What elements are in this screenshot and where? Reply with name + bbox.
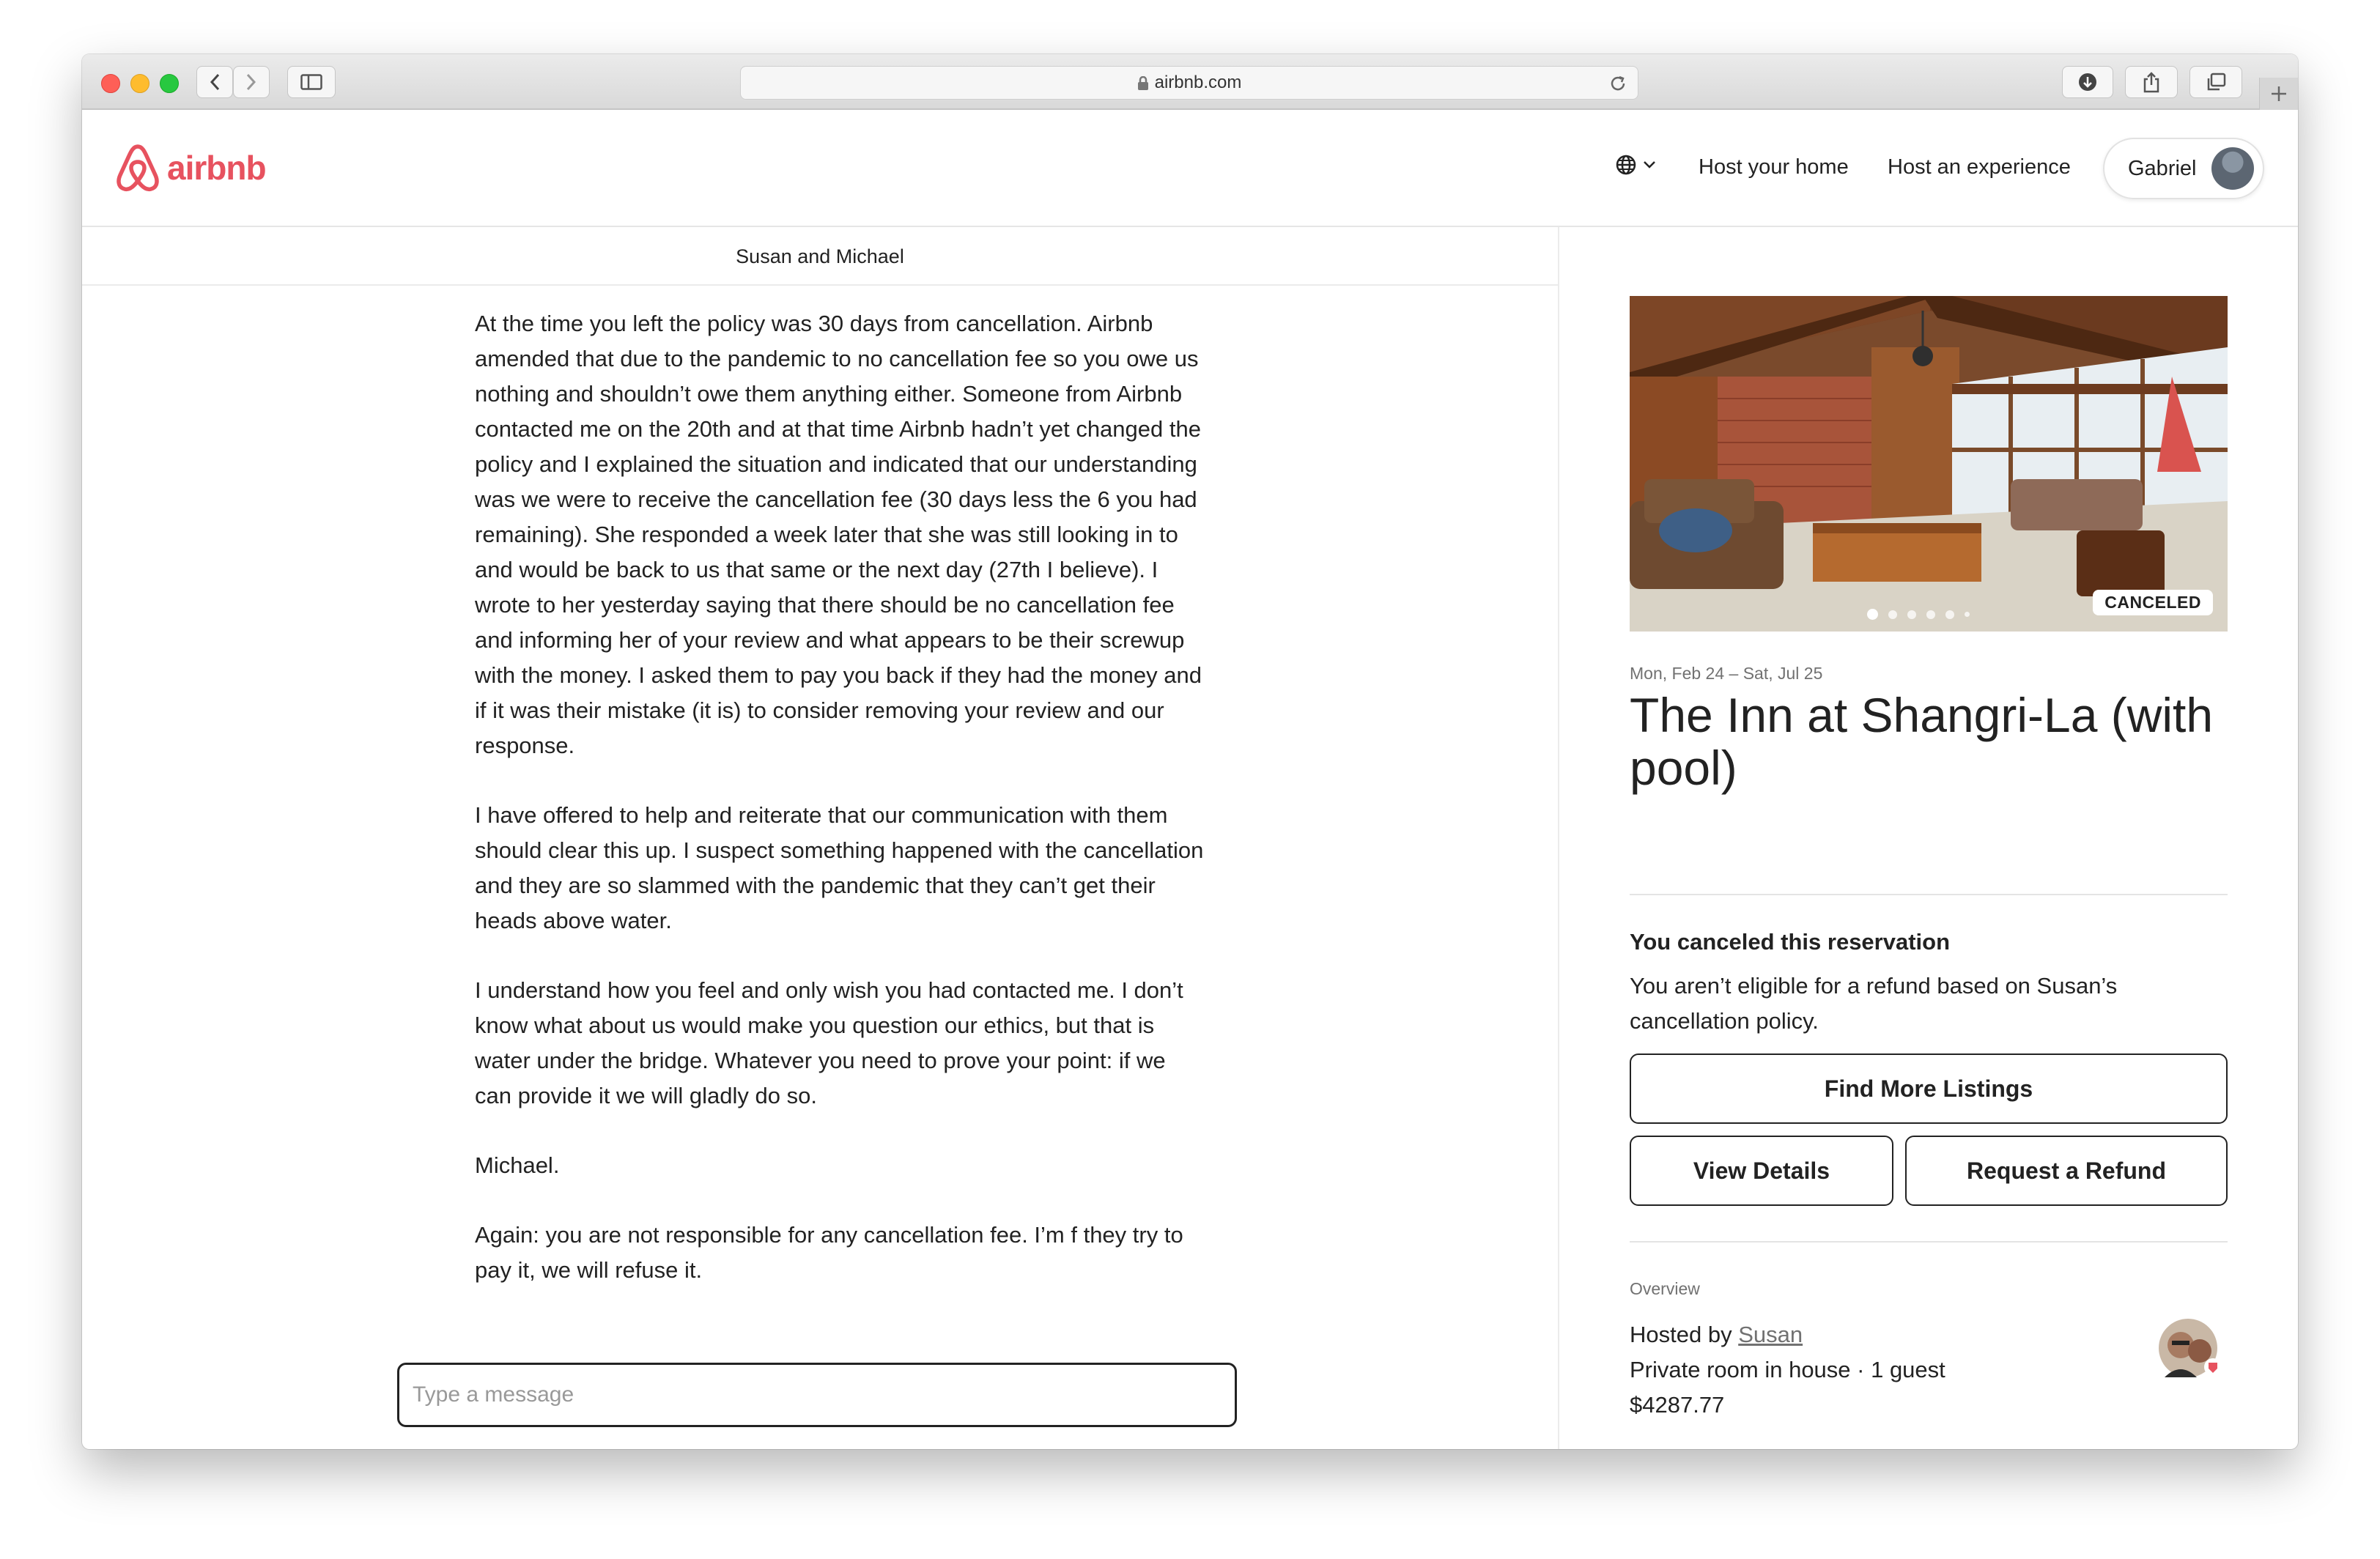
reservation-dates: Mon, Feb 24 – Sat, Jul 25 [1630,664,1823,683]
canceled-badge: CANCELED [2093,590,2213,615]
reservation-panel [1559,227,2298,1449]
message-paragraph: Again: you are not responsible for any cancellation fee. I’m f they try to pay it, we will refuse it. [475,1222,1183,1283]
host-your-home-link[interactable]: Host your home [1699,155,1849,179]
address-text-wrap [741,67,1638,99]
plus-icon [2270,85,2288,103]
share-icon [2142,71,2161,93]
chevron-down-icon [1643,160,1656,169]
airbnb-belo-icon [116,144,160,192]
browser-toolbar [82,54,2298,110]
logo-text: airbnb [167,149,266,187]
carousel-dot[interactable] [1888,610,1897,619]
carousel-dot[interactable] [1965,612,1970,617]
profile-menu-button[interactable] [2103,138,2264,199]
carousel-dot[interactable] [1945,610,1954,619]
carousel-dot[interactable] [1926,610,1935,619]
chevron-right-icon [245,73,258,92]
conversation-panel [82,227,1559,1449]
sidebar-icon [300,74,322,90]
language-selector[interactable] [1615,154,1656,176]
profile-name: Gabriel [2128,157,2197,180]
close-window-button[interactable] [101,74,120,93]
carousel-dot[interactable] [1907,610,1916,619]
address-bar[interactable] [740,66,1638,100]
message-paragraph: At the time you left the policy was 30 days from cancellation. Airbnb amended that due to the pandemic to no cancellation fee so you owe us nothing and shouldn’t owe them anything either. Someone from Airbnb contacted me on the 20th and at that time Airbnb hadn’t yet changed the policy and I explained the situation and indicated that our understanding was we were to receive the cancellation fee (30 days less the 6 you had remaining). She responded a week later that she was still looking in to and would be back to us that same or the next day (27th I believe). I wrote to her yesterday saying that there should be no cancellation fee and informing her of your review and what appears to be their screwup with the money. I asked them to pay you back if they had the money and if it was their mistake (it is) to consider removing your review and our response. [475,311,1202,758]
room-info: Private room in house · 1 guest [1630,1357,1945,1382]
conversation-title: Susan and Michael [82,227,1558,286]
price: $4287.77 [1630,1392,1725,1418]
message-body [475,306,1208,1322]
message-paragraph: I have offered to help and reiterate that our communication with them should clear this up. I suspect something happened with the cancellation and they are so slammed with the pandemic that they can’t get their heads above water. [475,802,1204,933]
carousel-dot[interactable] [1867,609,1878,620]
fullscreen-window-button[interactable] [160,74,179,93]
browser-window [82,54,2298,1449]
message-input[interactable] [397,1363,1237,1427]
listing-photo-carousel[interactable] [1630,296,2228,632]
globe-icon [1615,154,1637,176]
divider [1630,1241,2228,1243]
lock-icon [1137,76,1149,91]
chevron-left-icon [208,73,221,92]
back-button[interactable] [196,66,233,98]
site-header [82,110,2298,227]
cancellation-heading: You canceled this reservation [1630,929,1951,955]
forward-button[interactable] [233,66,270,98]
sidebar-toggle-button[interactable] [287,66,336,98]
overview-label: Overview [1630,1279,1700,1298]
host-avatar[interactable] [2159,1319,2225,1385]
hosted-by-prefix: Hosted by [1630,1322,1739,1347]
download-icon [2077,72,2098,92]
message-paragraph: I understand how you feel and only wish you had contacted me. I don’t know what about us would make you question our ethics, but that is water under the bridge. Whatever you need to prove your point: if we can provide it we will gladly do so. [475,977,1183,1108]
minimize-window-button[interactable] [130,74,149,93]
new-tab-button[interactable] [2259,78,2298,110]
divider [1630,894,2228,895]
hosted-by-line [1630,1322,1803,1348]
airbnb-logo[interactable] [116,144,266,192]
message-signature: Michael. [475,1152,560,1178]
carousel-dots [1867,609,1970,620]
find-more-listings-button[interactable]: Find More Listings [1630,1053,2228,1124]
share-button[interactable] [2125,66,2178,98]
request-refund-button[interactable]: Request a Refund [1905,1136,2228,1206]
address-text: airbnb.com [1154,73,1242,92]
host-an-experience-link[interactable]: Host an experience [1888,155,2071,179]
view-details-button[interactable]: View Details [1630,1136,1893,1206]
downloads-button[interactable] [2062,66,2113,98]
host-photo [2159,1319,2225,1385]
user-avatar [2211,147,2254,190]
host-name-link[interactable]: Susan [1738,1322,1803,1347]
tabs-icon [2206,73,2226,92]
tabs-overview-button[interactable] [2189,66,2242,98]
listing-photo [1630,296,2228,632]
reload-icon[interactable] [1608,74,1627,93]
cancellation-text: You aren’t eligible for a refund based on Susan’s cancellation policy. [1630,973,2118,1034]
listing-title: The Inn at Shangri-La (with pool) [1630,688,2214,795]
